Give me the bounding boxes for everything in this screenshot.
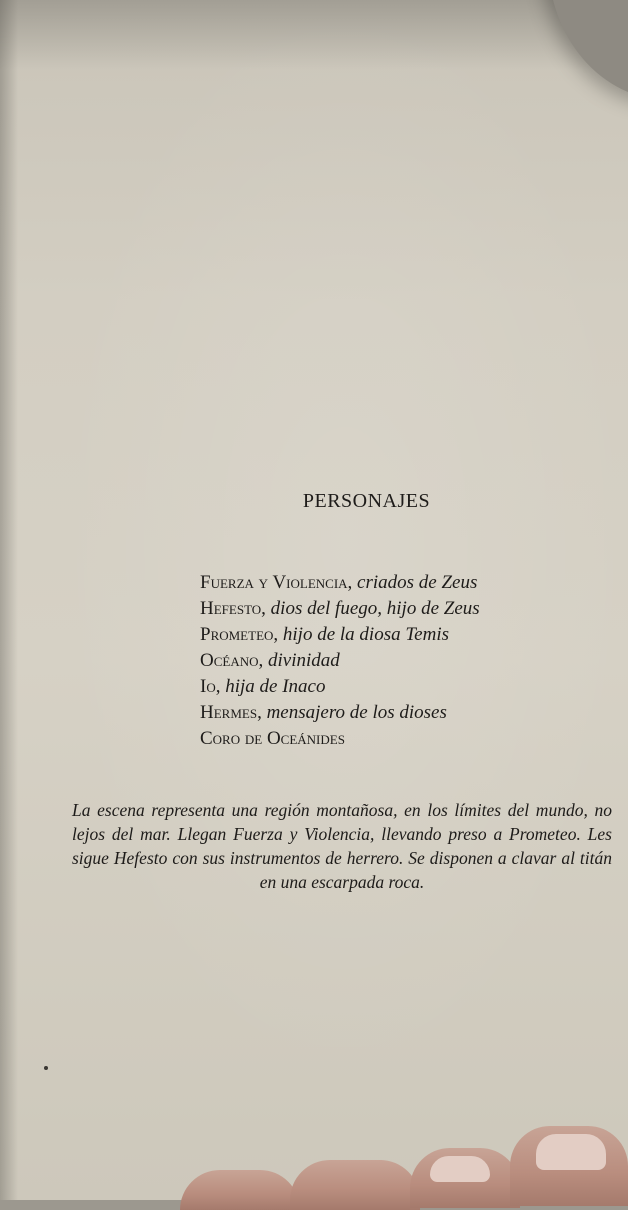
finger — [290, 1160, 420, 1210]
cast-list — [200, 570, 480, 752]
character-name: Fuerza y Violencia — [200, 572, 348, 593]
stage-direction: La escena representa una región montañosa, en los límites del mundo, no lejos del mar. Llegan Fuerza y Violencia, llevando preso a Prometeo. Les sigue Hefesto con sus instrumentos de herrero. Se disponen a clavar al titán en una escarpada roca. — [72, 800, 612, 892]
page-shadow-top — [0, 0, 628, 70]
character-description: mensajero de los dioses — [266, 702, 447, 723]
character-description: hijo de la diosa Temis — [282, 624, 449, 645]
cast-item — [200, 726, 480, 752]
cast-item: Io, hija de Inaco — [200, 676, 326, 697]
character-name: Coro de Oceánides — [200, 728, 345, 749]
character-name: Hermes — [200, 702, 258, 723]
character-description: dios del fuego, hijo de Zeus — [270, 598, 480, 619]
character-description: hija de Inaco — [225, 676, 326, 697]
character-name: Hefesto — [200, 598, 262, 619]
holding-fingers — [180, 1120, 628, 1200]
character-name: Océano — [200, 650, 259, 671]
finger — [510, 1126, 628, 1206]
cast-item: Océano, divinidad — [200, 650, 340, 671]
cast-item: Hefesto, dios del fuego, hijo de Zeus — [200, 598, 480, 619]
cast-item: Hermes, mensajero de los dioses — [200, 702, 447, 723]
ink-speck — [44, 1066, 48, 1070]
finger — [180, 1170, 300, 1210]
page-shadow-left — [0, 0, 18, 1200]
fingernail — [430, 1156, 490, 1182]
page-title: PERSONAJES — [302, 490, 431, 512]
character-name: Prometeo — [200, 624, 274, 645]
character-name: Io — [200, 676, 216, 697]
character-description: divinidad — [268, 650, 340, 671]
finger — [410, 1148, 520, 1208]
cast-item: Prometeo, hijo de la diosa Temis — [200, 624, 449, 645]
cast-item: Fuerza y Violencia, criados de Zeus — [200, 572, 478, 593]
character-description: criados de Zeus — [357, 572, 478, 593]
fingernail — [536, 1134, 606, 1170]
